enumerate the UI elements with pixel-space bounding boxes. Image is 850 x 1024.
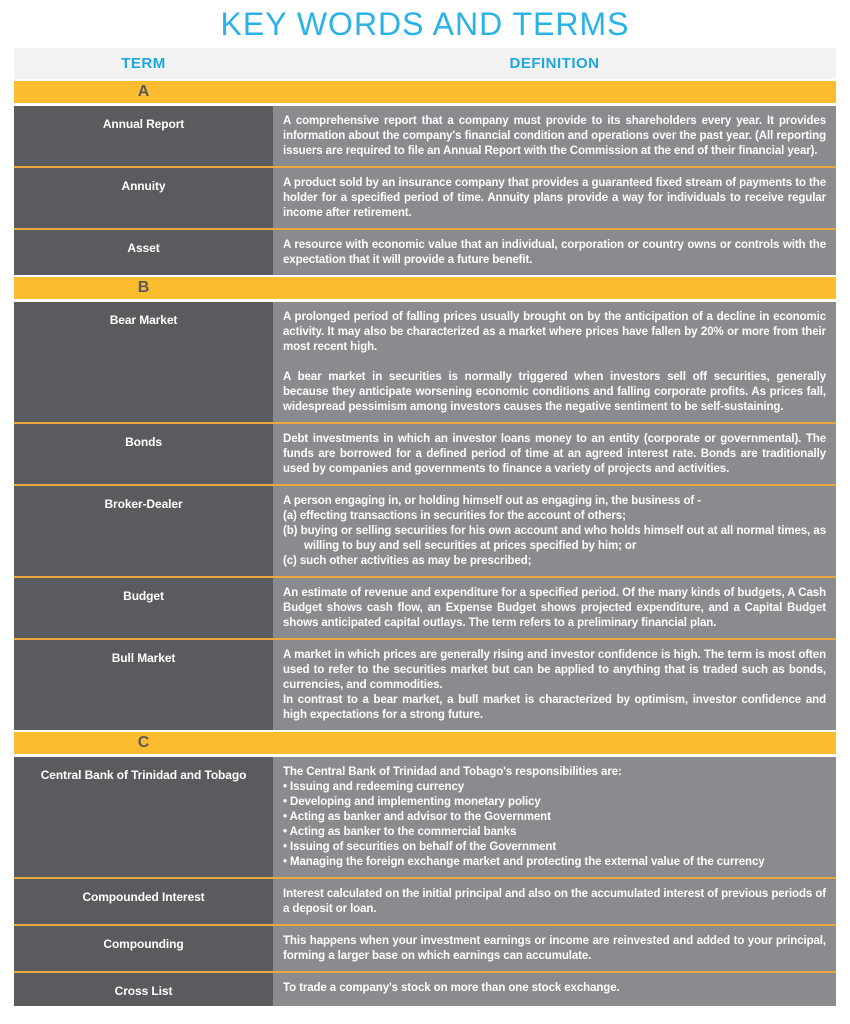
term-label: Compounded Interest <box>82 890 205 904</box>
definition-paragraph: Debt investments in which an investor loans money to an entity (corporate or governmental). The funds are borrowed for a defined period of time at an agreed interest rate. Bonds are traditionally used by companies and governments to finance a variety of projects and activities. <box>283 433 826 475</box>
table-row <box>14 757 836 877</box>
section-letter: B <box>137 279 150 296</box>
definition-paragraph: • Managing the foreign exchange market and protecting the external value of the currency <box>283 856 765 868</box>
term-cell <box>14 926 273 971</box>
definition-paragraph: An estimate of revenue and expenditure for a specified period. Of the many kinds of budgets, A Cash Budget shows cash flow, an Expense Budget shows projected expenditure, and a Capital Budget shows anticipated capital outlays. The term refers to a preliminary financial plan. <box>283 587 826 629</box>
definition-cell <box>273 578 836 638</box>
definition-paragraph: (c) such other activities as may be prescribed; <box>283 555 532 567</box>
section-letter: C <box>137 734 150 751</box>
definition-paragraph: A resource with economic value that an individual, corporation or country owns or controls with the expectation that it will provide a future benefit. <box>283 239 826 266</box>
term-label: Annual Report <box>102 117 185 131</box>
definition-paragraph: Interest calculated on the initial principal and also on the accumulated interest of previous periods of a deposit or loan. <box>283 888 826 915</box>
term-label: Bear Market <box>109 313 178 327</box>
term-label: Central Bank of Trinidad and Tobago <box>40 768 247 782</box>
table-row <box>14 971 836 1006</box>
definition-cell <box>273 168 836 228</box>
page-title: KEY WORDS AND TERMS <box>220 6 630 42</box>
definition-paragraph: The Central Bank of Trinidad and Tobago's responsibilities are: <box>283 766 622 778</box>
definition-cell <box>273 106 836 166</box>
definition-paragraph: A person engaging in, or holding himself out as engaging in, the business of - <box>283 495 701 507</box>
term-column-header: TERM <box>121 55 166 72</box>
glossary-table <box>14 48 836 1006</box>
definition-paragraph: A comprehensive report that a company must provide to its shareholders every year. It provides information about the company's financial condition and operations over the past year. (All reporting issuers are required to file an Annual Report with the Commission at the end of their financial year). <box>283 115 826 157</box>
table-row <box>14 924 836 971</box>
section-letter: A <box>137 83 150 100</box>
section-bar-b <box>14 277 836 299</box>
definition-paragraph: • Issuing of securities on behalf of the Government <box>283 841 557 853</box>
table-body <box>14 81 836 1006</box>
definition-cell <box>273 424 836 484</box>
definition-cell <box>273 302 836 422</box>
term-cell <box>14 168 273 228</box>
term-label: Budget <box>123 589 164 603</box>
definition-paragraph: To trade a company's stock on more than one stock exchange. <box>283 982 620 994</box>
term-cell <box>14 578 273 638</box>
table-row <box>14 877 836 924</box>
definition-paragraph: (a) effecting transactions in securities for the account of others; <box>283 510 626 522</box>
definition-paragraph: • Developing and implementing monetary policy <box>283 796 541 808</box>
term-label: Bonds <box>125 435 162 449</box>
definition-cell <box>273 973 836 1006</box>
term-label: Cross List <box>114 984 173 998</box>
term-cell <box>14 424 273 484</box>
definition-paragraph: A bear market in securities is normally triggered when investors sell off securities, generally because they anticipate worsening economic conditions and falling corporate profits. As prices fall, widespread pessimism among investors causes the negative sentiment to be self-sustaining. <box>283 371 826 413</box>
table-row <box>14 302 836 422</box>
definition-paragraph: (b) buying or selling securities for his own account and who holds himself out at all normal times, as willing to buy and sell securities at prices specified by him; or <box>283 525 826 552</box>
table-row <box>14 166 836 228</box>
definition-cell <box>273 879 836 924</box>
table-row <box>14 228 836 275</box>
table-row <box>14 638 836 730</box>
term-label: Asset <box>127 241 160 255</box>
term-label: Compounding <box>103 937 184 951</box>
definition-paragraph: A prolonged period of falling prices usually brought on by the anticipation of a decline in economic activity. It may also be characterized as a market where prices have fallen by 20% or more from their most recent high. <box>283 311 826 353</box>
table-row <box>14 576 836 638</box>
definition-paragraph: • Acting as banker and advisor to the Government <box>283 811 551 823</box>
definition-column-header: DEFINITION <box>509 55 600 72</box>
definition-cell <box>273 757 836 877</box>
term-cell <box>14 757 273 877</box>
term-cell <box>14 879 273 924</box>
table-row <box>14 484 836 576</box>
section-bar-a <box>14 81 836 103</box>
term-cell <box>14 973 273 1006</box>
term-cell <box>14 230 273 275</box>
definition-paragraph: A market in which prices are generally rising and investor confidence is high. The term is most often used to refer to the securities market but can be applied to anything that is traded such as bonds, currencies, and commodities. <box>283 649 826 691</box>
term-label: Annuity <box>121 179 166 193</box>
definition-paragraph: A product sold by an insurance company that provides a guaranteed fixed stream of payments to the holder for a specified period of time. Annuity plans provide a way for individuals to receive regular income after retirement. <box>283 177 826 219</box>
definition-paragraph: • Acting as banker to the commercial banks <box>283 826 517 838</box>
term-cell <box>14 640 273 730</box>
definition-cell <box>273 230 836 275</box>
definition-paragraph: • Issuing and redeeming currency <box>283 781 465 793</box>
table-row <box>14 106 836 166</box>
term-cell <box>14 302 273 422</box>
definition-cell <box>273 486 836 576</box>
table-header-row <box>14 48 836 79</box>
table-row <box>14 422 836 484</box>
term-label: Broker-Dealer <box>104 497 183 511</box>
section-bar-c <box>14 732 836 754</box>
definition-paragraph: In contrast to a bear market, a bull market is characterized by optimism, investor confidence and high expectations for a strong future. <box>283 694 826 721</box>
definition-cell <box>273 926 836 971</box>
definition-cell <box>273 640 836 730</box>
definition-paragraph: This happens when your investment earnings or income are reinvested and added to your principal, forming a larger base on which earnings can accumulate. <box>283 935 826 962</box>
term-cell <box>14 106 273 166</box>
term-label: Bull Market <box>111 651 176 665</box>
term-cell <box>14 486 273 576</box>
